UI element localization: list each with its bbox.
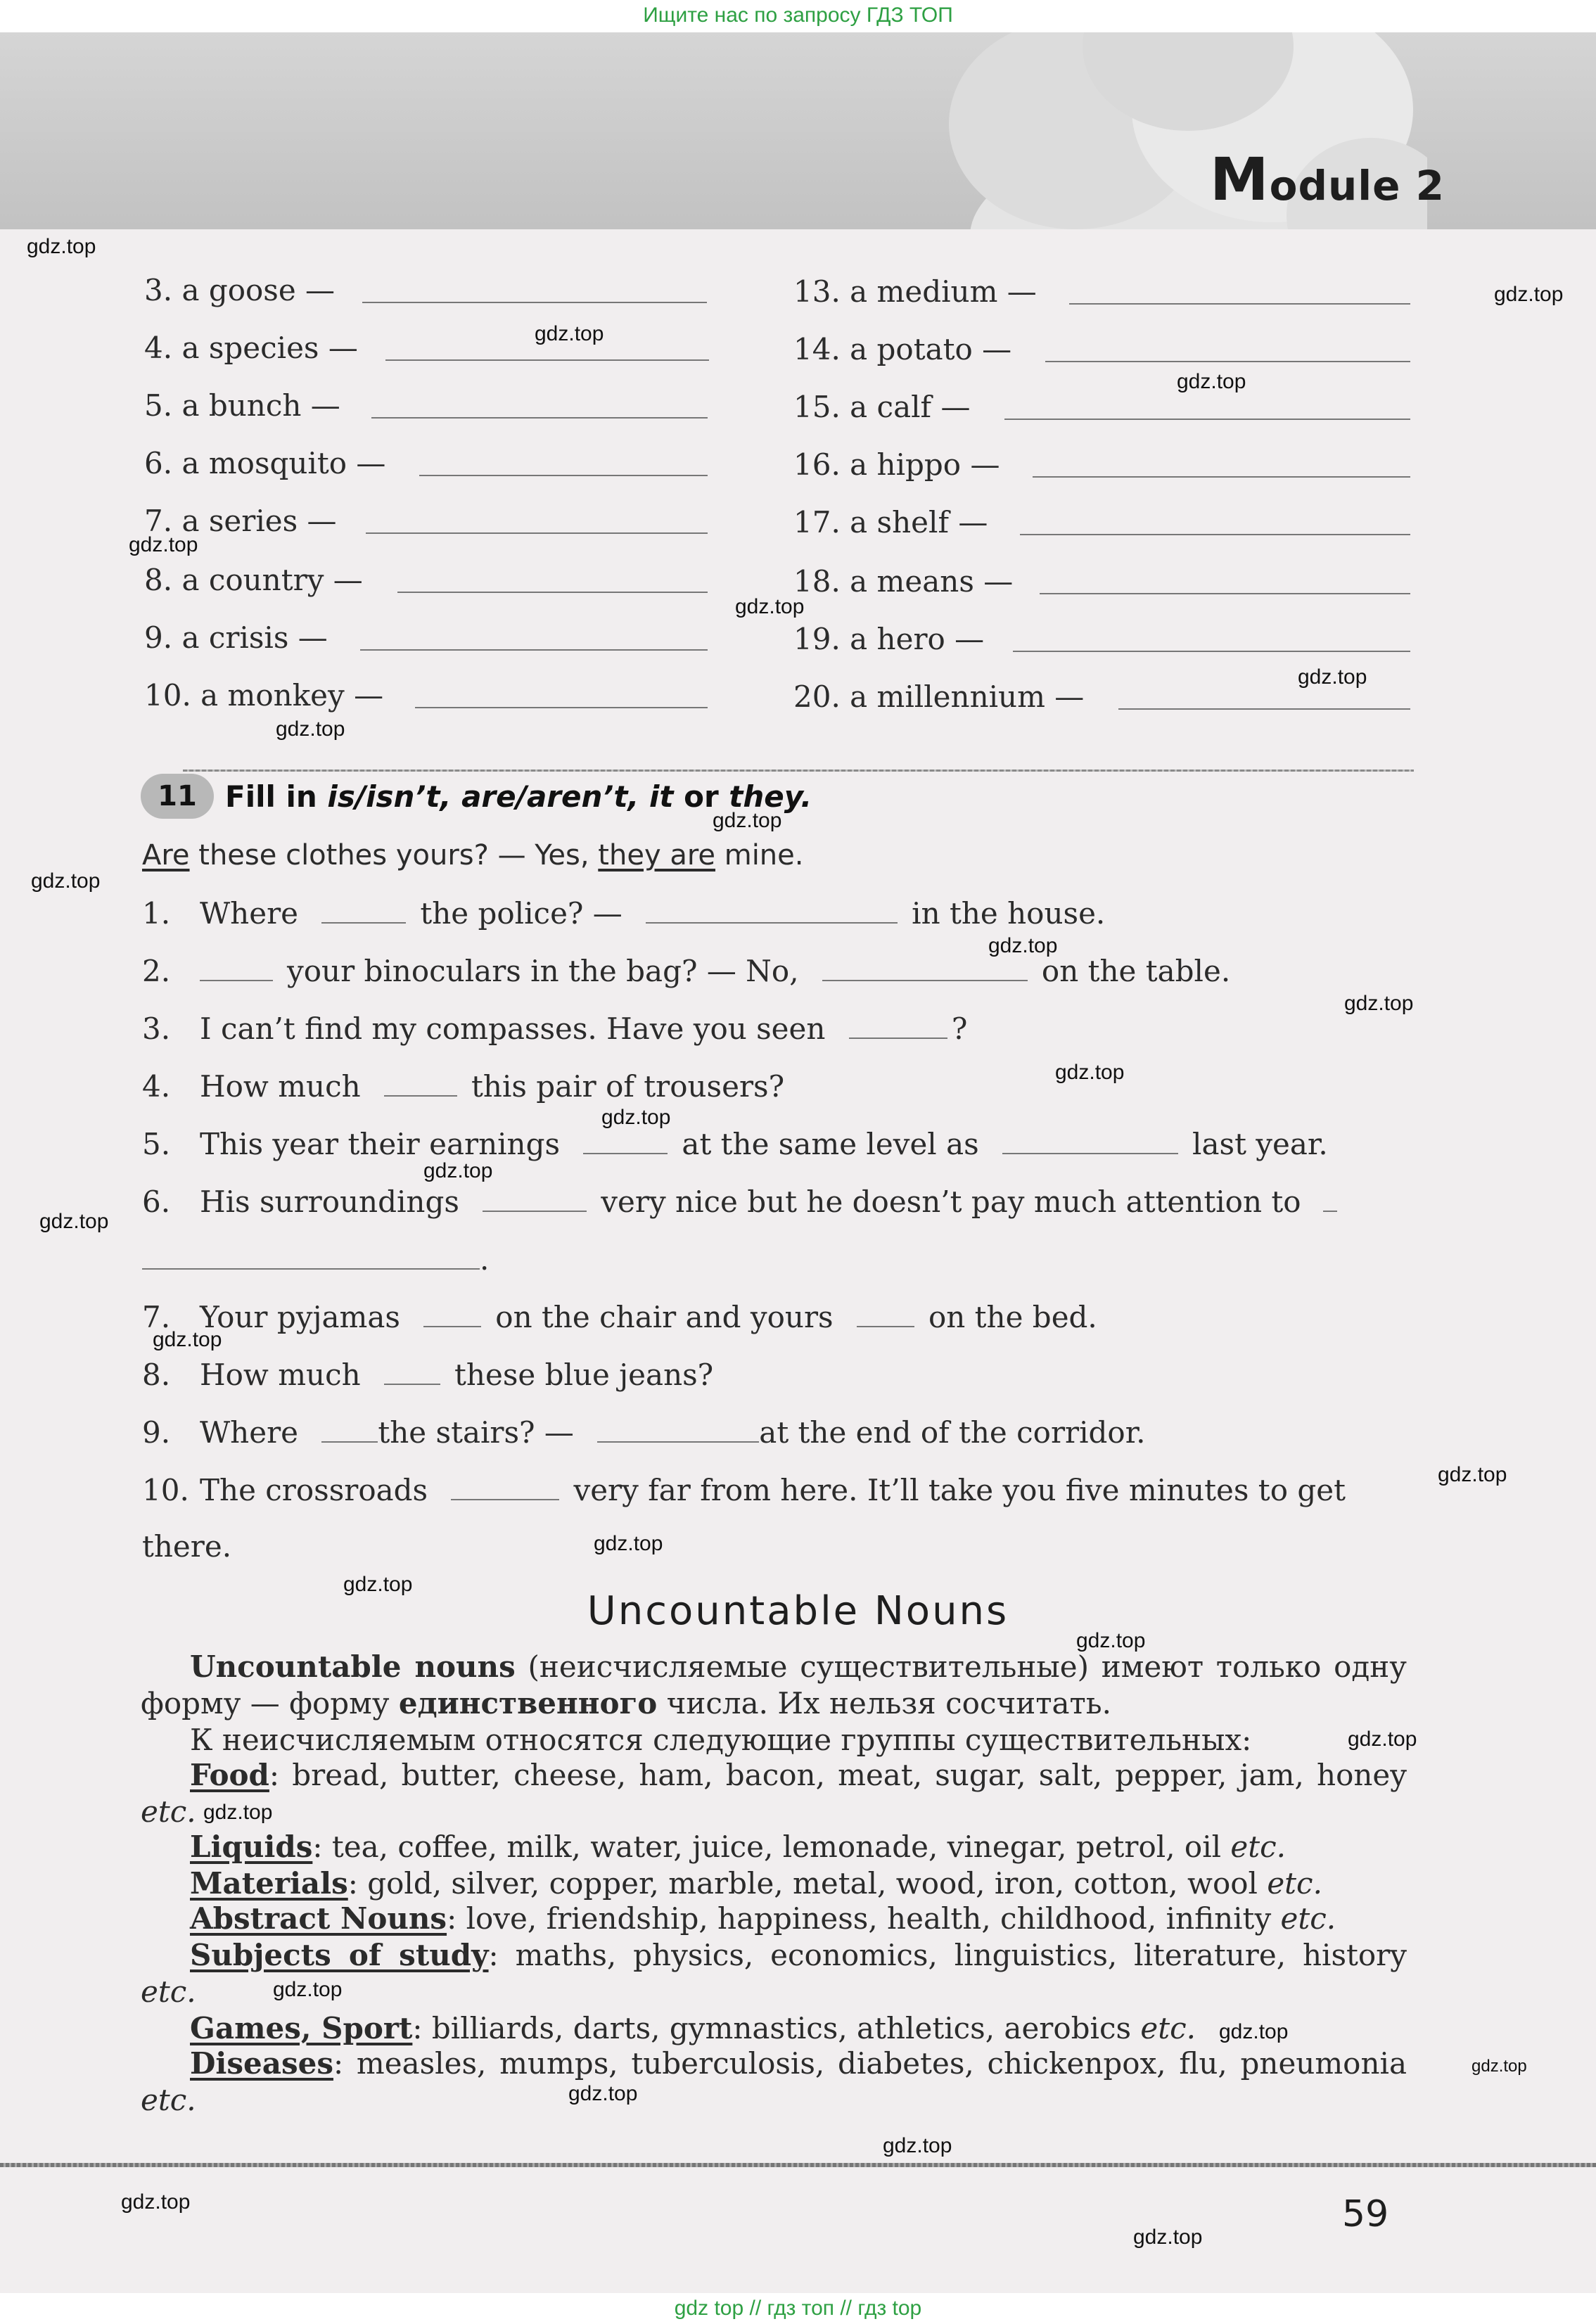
category-food-etc: etc.: [141, 1794, 196, 1829]
answer-blank[interactable]: [419, 474, 708, 476]
module-title: Module 2: [1210, 145, 1445, 214]
watermark: gdz.top: [1219, 2020, 1289, 2043]
list-item: 6. His surroundings very nice but he doesn’t pay much attention to: [142, 1187, 1337, 1217]
answer-blank[interactable]: [384, 1094, 457, 1097]
top-banner[interactable]: [0, 0, 1596, 32]
watermark: gdz.top: [276, 717, 345, 741]
list-item: 9. Where the stairs? — at the end of the corridor.: [142, 1415, 1146, 1450]
list-item: 10. The crossroads very far from here. It’ll take you five minutes to get: [142, 1473, 1346, 1507]
answer-blank[interactable]: [1323, 1210, 1337, 1212]
list-item: 6. a mosquito —: [144, 446, 386, 480]
exercise-number-badge: 11: [141, 774, 214, 819]
answer-blank[interactable]: [1069, 302, 1410, 305]
answer-blank[interactable]: [857, 1325, 914, 1327]
answer-blank[interactable]: [597, 1441, 759, 1443]
watermark: gdz.top: [1298, 665, 1367, 689]
watermark: gdz.top: [1076, 1629, 1146, 1652]
watermark: gdz.top: [273, 1978, 343, 2001]
watermark: gdz.top: [343, 1573, 413, 1596]
watermark: gdz.top: [1438, 1463, 1507, 1486]
section-title: Uncountable Nouns: [587, 1588, 1009, 1634]
watermark: gdz.top: [27, 235, 96, 258]
watermark: gdz.top: [568, 2082, 638, 2105]
category-food: Food: bread, butter, cheese, ham, bacon, meat, sugar, salt, pepper, jam, honey: [190, 1758, 1407, 1792]
list-item: 7. a series —: [144, 504, 337, 538]
category-subjects-etc: etc.: [141, 1974, 196, 2009]
watermark: gdz.top: [129, 533, 198, 556]
watermark: gdz.top: [601, 1106, 671, 1129]
category-materials: Materials: gold, silver, copper, marble, metal, wood, iron, cotton, wool etc.: [190, 1866, 1322, 1901]
answer-blank[interactable]: [423, 1325, 481, 1327]
watermark: gdz.top: [735, 595, 805, 618]
list-item: 7. Your pyjamas on the chair and yours on the bed.: [142, 1300, 1097, 1334]
watermark: gdz.top: [1055, 1061, 1125, 1084]
list-item: 5. a bunch —: [144, 388, 340, 423]
watermark: gdz.top: [1177, 370, 1246, 393]
list-item: 2. your binoculars in the bag? — No, on the table.: [142, 954, 1231, 988]
list-item: 3. a goose —: [144, 273, 336, 307]
watermark: gdz.top: [153, 1328, 222, 1351]
answer-blank[interactable]: [451, 1498, 559, 1500]
answer-blank[interactable]: [1040, 592, 1410, 594]
watermark: gdz.top: [535, 322, 604, 345]
list-item: 18. a means —: [793, 564, 1014, 599]
answer-blank[interactable]: [415, 706, 708, 708]
watermark: gdz.top: [31, 869, 101, 893]
list-item: 9. a crisis —: [144, 620, 328, 655]
answer-blank[interactable]: [1045, 360, 1410, 362]
example-sentence: Are these clothes yours? — Yes, they are mine.: [142, 839, 804, 872]
answer-blank[interactable]: [483, 1210, 587, 1212]
paragraph: К неисчисляемым относятся следующие группы существительных:: [190, 1723, 1252, 1757]
page-header: [0, 32, 1596, 229]
list-item: 15. a calf —: [793, 390, 971, 424]
category-liquids: Liquids: tea, coffee, milk, water, juice, lemonade, vinegar, petrol, oil etc.: [190, 1830, 1287, 1864]
answer-blank[interactable]: [1004, 418, 1410, 420]
list-item: 8. a country —: [144, 563, 363, 597]
list-item-continuation: there.: [142, 1529, 232, 1564]
answer-blank[interactable]: [321, 921, 406, 924]
category-subjects: Subjects of study: maths, physics, economics, linguistics, literature, history: [190, 1938, 1407, 1972]
answer-blank[interactable]: [1013, 650, 1410, 652]
watermark: gdz.top: [1471, 2057, 1527, 2076]
answer-blank[interactable]: [646, 921, 898, 924]
watermark: gdz.top: [1494, 283, 1564, 306]
list-item: 13. a medium —: [793, 274, 1037, 309]
footer-banner[interactable]: [0, 2293, 1596, 2324]
paragraph: форму — форму единственного числа. Их нельзя сосчитать.: [141, 1686, 1111, 1720]
divider: [0, 2163, 1596, 2167]
watermark: gdz.top: [39, 1210, 109, 1233]
list-item: 14. a potato —: [793, 332, 1012, 366]
answer-blank[interactable]: [385, 359, 709, 361]
answer-blank[interactable]: [362, 301, 707, 303]
category-diseases: Diseases: measles, mumps, tuberculosis, diabetes, chickenpox, flu, pneumonia: [190, 2046, 1407, 2081]
watermark: gdz.top: [121, 2190, 191, 2214]
category-games: Games, Sport: billiards, darts, gymnastics, athletics, aerobics etc.: [190, 2011, 1196, 2045]
answer-blank[interactable]: [1002, 1152, 1178, 1154]
answer-blank[interactable]: [583, 1152, 668, 1154]
watermark: gdz.top: [594, 1532, 663, 1555]
list-item: 5. This year their earnings at the same level as last year.: [142, 1127, 1328, 1161]
footer-text[interactable]: gdz top // гдз топ // гдз top: [674, 2297, 922, 2320]
exercise-instruction: Fill in is/isn’t, are/aren’t, it or they.: [225, 779, 812, 814]
page-number: 59: [1342, 2193, 1389, 2235]
top-banner-text[interactable]: Ищите нас по запросу ГДЗ ТОП: [643, 4, 953, 27]
answer-blank[interactable]: [366, 532, 708, 534]
list-item: 3. I can’t find my compasses. Have you seen ?: [142, 1011, 968, 1046]
answer-blank[interactable]: [822, 979, 1028, 981]
list-item: 4. How much this pair of trousers?: [142, 1069, 785, 1104]
answer-blank[interactable]: [1033, 475, 1410, 478]
answer-blank[interactable]: [1020, 533, 1410, 535]
watermark: gdz.top: [423, 1159, 493, 1182]
divider: [183, 770, 1414, 772]
answer-blank[interactable]: [1118, 708, 1410, 710]
list-item: 1. Where the police? — in the house.: [142, 896, 1106, 931]
watermark: gdz.top: [1344, 992, 1414, 1015]
list-item: 20. a millennium —: [793, 679, 1085, 714]
paragraph: Uncountable nouns (неисчисляемые существительные) имеют только одну: [190, 1649, 1407, 1684]
watermark: gdz.top: [1348, 1728, 1417, 1751]
answer-blank[interactable]: [371, 416, 708, 419]
answer-blank[interactable]: [849, 1037, 947, 1039]
list-item: 8. How much these blue jeans?: [142, 1358, 714, 1392]
list-item: 10. a monkey —: [144, 678, 384, 713]
answer-blank[interactable]: [200, 979, 273, 981]
watermark: gdz.top: [988, 934, 1058, 957]
answer-blank[interactable]: [142, 1268, 480, 1270]
answer-blank[interactable]: [360, 649, 708, 651]
category-diseases-etc: etc.: [141, 2083, 196, 2117]
watermark: gdz.top: [883, 2134, 952, 2157]
list-item: 19. a hero —: [793, 622, 985, 656]
answer-blank[interactable]: [397, 591, 708, 593]
answer-blank[interactable]: [384, 1383, 440, 1385]
list-item: 4. a species —: [144, 331, 358, 365]
watermark: gdz.top: [713, 809, 782, 832]
category-abstract: Abstract Nouns: love, friendship, happiness, health, childhood, infinity etc.: [190, 1901, 1336, 1936]
list-item-continuation: .: [142, 1245, 489, 1275]
answer-blank[interactable]: [321, 1441, 378, 1443]
watermark: gdz.top: [1133, 2226, 1203, 2249]
list-item: 16. a hippo —: [793, 447, 1000, 482]
list-item: 17. a shelf —: [793, 505, 988, 540]
watermark: gdz.top: [203, 1801, 273, 1824]
